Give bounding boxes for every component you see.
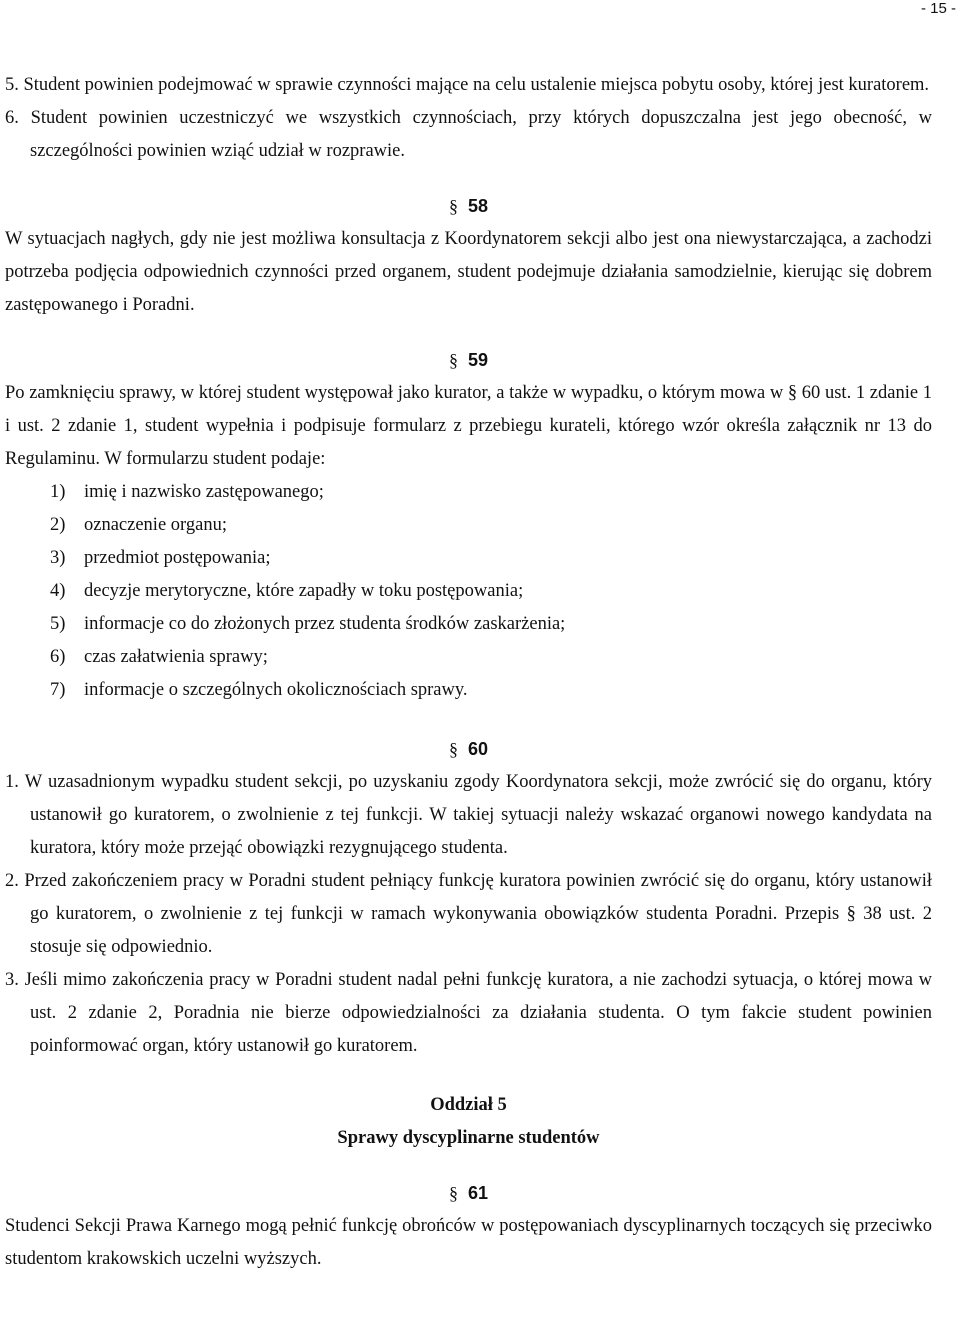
paragraph-60-1	[5, 766, 932, 865]
list-item-6	[5, 102, 932, 168]
section-symbol: §	[448, 196, 458, 216]
section-heading-59	[5, 344, 932, 377]
paragraph-59: Po zamknięciu sprawy, w której student występował jako kurator, a także w wypadku, o którym mowa w § 60 ust. 1 zdanie 1 i ust. 2 zdanie 1, student wypełnia i podpisuje formularz z przebiegu kurateli, którego wzór określa załącznik nr 13 do Regulaminu. W formularzu student podaje:	[5, 383, 932, 469]
section-heading-58	[5, 190, 932, 223]
list-item: 5) informacje co do złożonych przez studenta środków zaskarżenia;	[50, 614, 566, 634]
section-number: 58	[467, 196, 489, 216]
document-body	[5, 69, 932, 1276]
section-symbol: §	[448, 1183, 458, 1203]
section-number: 60	[467, 739, 489, 759]
list-item: 1) imię i nazwisko zastępowanego;	[50, 482, 324, 502]
item-text: Student powinien uczestniczyć we wszystkich czynnościach, przy których dopuszczalna jest jego obecność, w szczególności powinien wziąć udział w rozprawie.	[30, 108, 933, 161]
item-text: Student powinien podejmować w sprawie czynności mające na celu ustalenie miejsca pobytu osoby, której jest kuratorem.	[23, 75, 930, 95]
section-heading-60	[5, 733, 932, 766]
section-number: 59	[467, 350, 489, 370]
item-number: 6.	[5, 108, 19, 128]
list-item: 4) decyzje merytoryczne, które zapadły w toku postępowania;	[50, 581, 524, 601]
paragraph-60-2	[5, 865, 932, 964]
item-number: 3.	[5, 970, 19, 990]
section-heading-61	[5, 1177, 932, 1210]
section-symbol: §	[448, 739, 458, 759]
list-item-5	[5, 69, 932, 102]
list-item: 3) przedmiot postępowania;	[50, 548, 271, 568]
item-number: 2.	[5, 871, 19, 891]
paragraph-60-3	[5, 964, 932, 1063]
item-number: 1.	[5, 772, 19, 792]
chapter-title: Oddział 5	[430, 1095, 507, 1115]
paragraph-58: W sytuacjach nagłych, gdy nie jest możliwa konsultacja z Koordynatorem sekcji albo jest ona niewystarczająca, a zachodzi potrzeba podjęcia odpowiednich czynności przed organem, student podejmuje działania samodzielnie, kierując się dobrem zastępowanego i Poradni.	[5, 229, 932, 315]
list-item: 2) oznaczenie organu;	[50, 515, 227, 535]
section-symbol: §	[448, 350, 458, 370]
page-number: - 15 -	[920, 0, 956, 17]
list-item: 7) informacje o szczególnych okolicznościach sprawy.	[50, 680, 468, 700]
form-fields-list	[5, 476, 932, 707]
paragraph-61: Studenci Sekcji Prawa Karnego mogą pełnić funkcję obrońców w postępowaniach dyscyplinarnych toczących się przeciwko studentom krakowskich uczelni wyższych.	[5, 1216, 932, 1269]
item-text: Przed zakończeniem pracy w Poradni student pełniący funkcję kuratora powinien zwrócić się do organu, który ustanowił go kuratorem, o zwolnienie z tej funkcji w ramach wykonywania obowiązków studenta Poradni. Przepis § 38 ust. 2 stosuje się odpowiednio.	[24, 871, 932, 957]
item-text: W uzasadnionym wypadku student sekcji, po uzyskaniu zgody Koordynatora sekcji, może zwrócić się do organu, który ustanowił go kuratorem, o zwolnienie z tej funkcji. W takiej sytuacji należy wskazać organowi nowego kandydata na kuratora, który może przejąć obowiązki rezygnującego studenta.	[24, 772, 932, 858]
chapter-subtitle: Sprawy dyscyplinarne studentów	[337, 1128, 600, 1148]
section-number: 61	[467, 1183, 489, 1203]
item-number: 5.	[5, 75, 19, 95]
item-text: Jeśli mimo zakończenia pracy w Poradni student nadal pełni funkcję kuratora, a nie zachodzi sytuacja, o której mowa w ust. 2 zdanie 2, Poradnia nie bierze odpowiedzialności za działania studenta. O tym fakcie student powinien poinformować organ, który ustanowił go kuratorem.	[24, 970, 933, 1056]
list-item: 6) czas załatwienia sprawy;	[50, 647, 268, 667]
